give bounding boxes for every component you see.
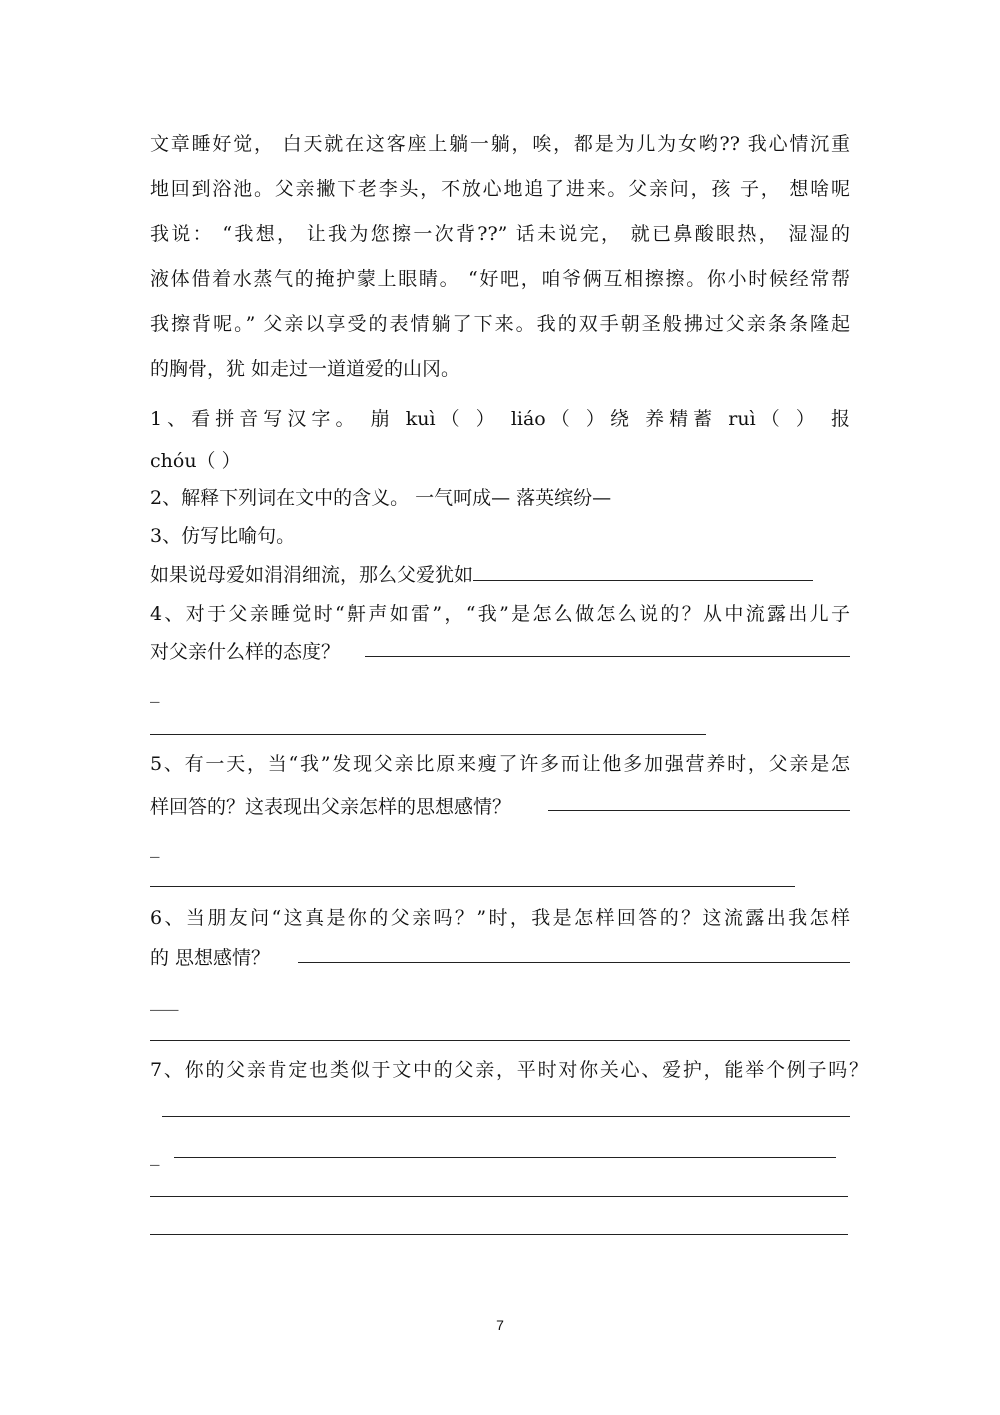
- page-number: 7: [496, 1317, 504, 1333]
- answer-line[interactable]: [150, 734, 706, 735]
- question-6-cont: [150, 946, 270, 970]
- question-1: 1、看拼音写汉字。 崩 kuì（ ） liáo（ ）绕 养精蓄 ruì（ ） 报: [150, 408, 850, 430]
- answer-line[interactable]: [150, 1234, 848, 1235]
- answer-line[interactable]: [150, 1196, 848, 1197]
- answer-dash: ___: [150, 989, 179, 1011]
- answer-dash: _: [150, 681, 160, 703]
- answer-line[interactable]: [365, 656, 850, 657]
- answer-line[interactable]: [150, 1040, 850, 1041]
- question-3: 3、仿写比喻句。: [150, 525, 296, 547]
- passage-line: 我擦背呢。” 父亲以享受的表情躺了下来。我的双手朝圣般拂过父亲条条隆起: [150, 313, 850, 335]
- question-4-cont: [150, 640, 340, 664]
- question-4-text: 对父亲什么样的态度？: [150, 641, 341, 663]
- question-1-cont: chóu（ ）: [150, 450, 241, 472]
- question-3-sentence: 如果说母爱如涓涓细流，那么父爱犹如: [150, 564, 474, 586]
- question-5-cont: [150, 795, 511, 819]
- question-3-prompt: [150, 562, 813, 587]
- question-2: 2、解释下列词在文中的含义。 一气呵成— 落英缤纷—: [150, 487, 612, 509]
- answer-line[interactable]: [174, 1157, 836, 1158]
- question-6: 6、当朋友问“这真是你的父亲吗？”时，我是怎样回答的？这流露出我怎样: [150, 907, 850, 929]
- answer-dash: _: [150, 836, 160, 858]
- question-4: 4、对于父亲睡觉时“鼾声如雷”，“我”是怎么做怎么说的？从中流露出儿子: [150, 603, 850, 625]
- passage-line: 的胸骨，犹 如走过一道道爱的山冈。: [150, 358, 461, 380]
- question-5-text: 样回答的？这表现出父亲怎样的思想感情？: [150, 796, 512, 818]
- question-6-text: 的 思想感情？: [150, 947, 271, 969]
- passage-line: 我说： “我想， 让我为您擦一次背??” 话未说完， 就已鼻酸眼热， 湿湿的: [150, 223, 850, 245]
- passage-line: 液体借着水蒸气的掩护蒙上眼睛。 “好吧，咱爷俩互相擦擦。你小时候经常帮: [150, 268, 850, 290]
- answer-line[interactable]: [162, 1116, 850, 1117]
- passage-line: 地回到浴池。父亲撇下老李头，不放心地追了进来。父亲问，孩 子， 想啥呢: [150, 178, 850, 200]
- question-5: 5、有一天，当“我”发现父亲比原来瘦了许多而让他多加强营养时，父亲是怎: [150, 753, 850, 775]
- question-7: 7、你的父亲肯定也类似于文中的父亲，平时对你关心、爱护，能举个例子吗？: [150, 1059, 868, 1081]
- answer-dash: _: [150, 1144, 160, 1166]
- answer-blank[interactable]: [473, 562, 813, 581]
- answer-line[interactable]: [548, 810, 850, 811]
- answer-line[interactable]: [150, 886, 795, 887]
- answer-line[interactable]: [298, 962, 850, 963]
- passage-line: 文章睡好觉， 白天就在这客座上躺一躺，唉，都是为儿为女哟?? 我心情沉重: [150, 133, 850, 155]
